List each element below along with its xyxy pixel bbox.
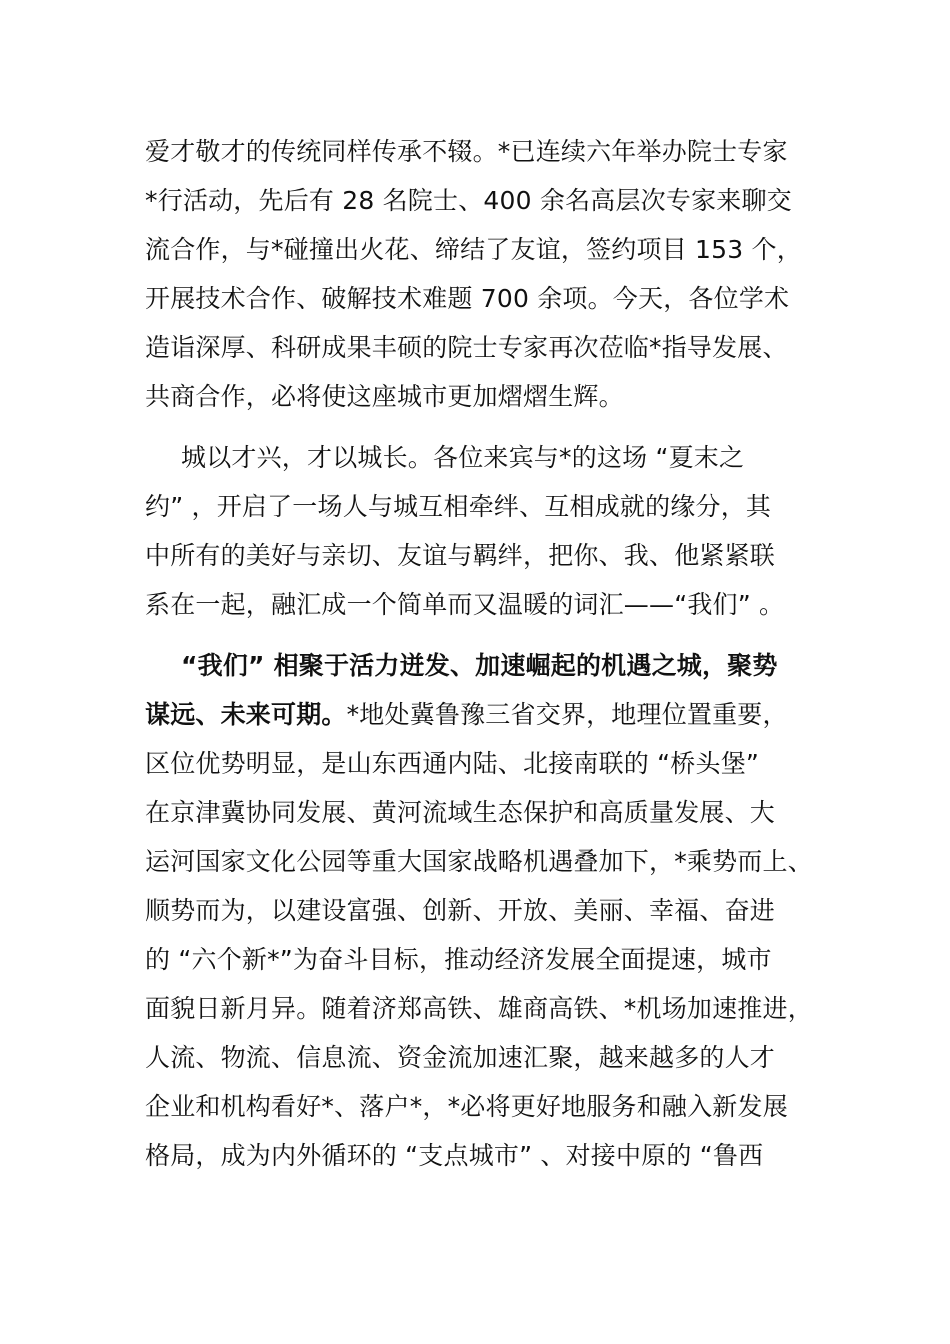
text-line: 格局，成为内外循环的 “支点城市” 、对接中原的 “鲁西 [145, 1141, 764, 1170]
text-line: 城以才兴，才以城长。各位来宾与*的这场 “夏末之 [181, 443, 745, 472]
text-line: 面貌日新月异。随着济郑高铁、雄商高铁、*机场加速推进， [145, 994, 813, 1023]
text-line-bold: “我们” 相聚于活力迸发、加速崛起的机遇之城，聚势 [181, 651, 778, 680]
bold-lead-text: 谋远、未来可期。 [145, 700, 347, 729]
text-line: 约” ，开启了一场人与城互相牵绊、互相成就的缘分，其 [145, 492, 772, 521]
text-line: 的 “六个新*”为奋斗目标，推动经济发展全面提速，城市 [145, 945, 772, 974]
text-line: 企业和机构看好*、落户*，*必将更好地服务和融入新发展 [145, 1092, 788, 1121]
document-body [145, 127, 815, 1192]
text-line: 运河国家文化公园等重大国家战略机遇叠加下，*乘势而上、 [145, 847, 813, 876]
text-line: 爱才敬才的传统同样传承不辍。*已连续六年举办院士专家 [145, 137, 788, 166]
regular-text: *地处冀鲁豫三省交界，地理位置重要， [346, 700, 788, 729]
text-line: 中所有的美好与亲切、友谊与羁绊，把你、我、他紧紧联 [145, 541, 776, 570]
text-line: 在京津冀协同发展、黄河流域生态保护和高质量发展、大 [145, 798, 776, 827]
text-line: 共商合作，必将使这座城市更加熠熠生辉。 [145, 382, 624, 411]
text-line: 流合作，与*碰撞出火花、缔结了友谊，签约项目 153 个， [145, 235, 802, 264]
text-line: 区位优势明显，是山东西通内陆、北接南联的 “桥头堡” [145, 749, 760, 778]
text-line: 开展技术合作、破解技术难题 700 余项。今天，各位学术 [145, 284, 790, 313]
text-line: 人流、物流、信息流、资金流加速汇聚，越来越多的人才 [145, 1043, 776, 1072]
text-line: *行活动，先后有 28 名院士、400 余名高层次专家来聊交 [145, 186, 792, 215]
text-line: 造诣深厚、科研成果丰硕的院士专家再次莅临*指导发展、 [145, 333, 788, 362]
text-line [145, 690, 815, 739]
paragraph-1 [145, 127, 815, 421]
paragraph-2 [145, 433, 815, 629]
text-line: 系在一起，融汇成一个简单而又温暖的词汇——“我们” 。 [145, 590, 785, 619]
text-line: 顺势而为，以建设富强、创新、开放、美丽、幸福、奋进 [145, 896, 776, 925]
paragraph-3 [145, 641, 815, 1180]
